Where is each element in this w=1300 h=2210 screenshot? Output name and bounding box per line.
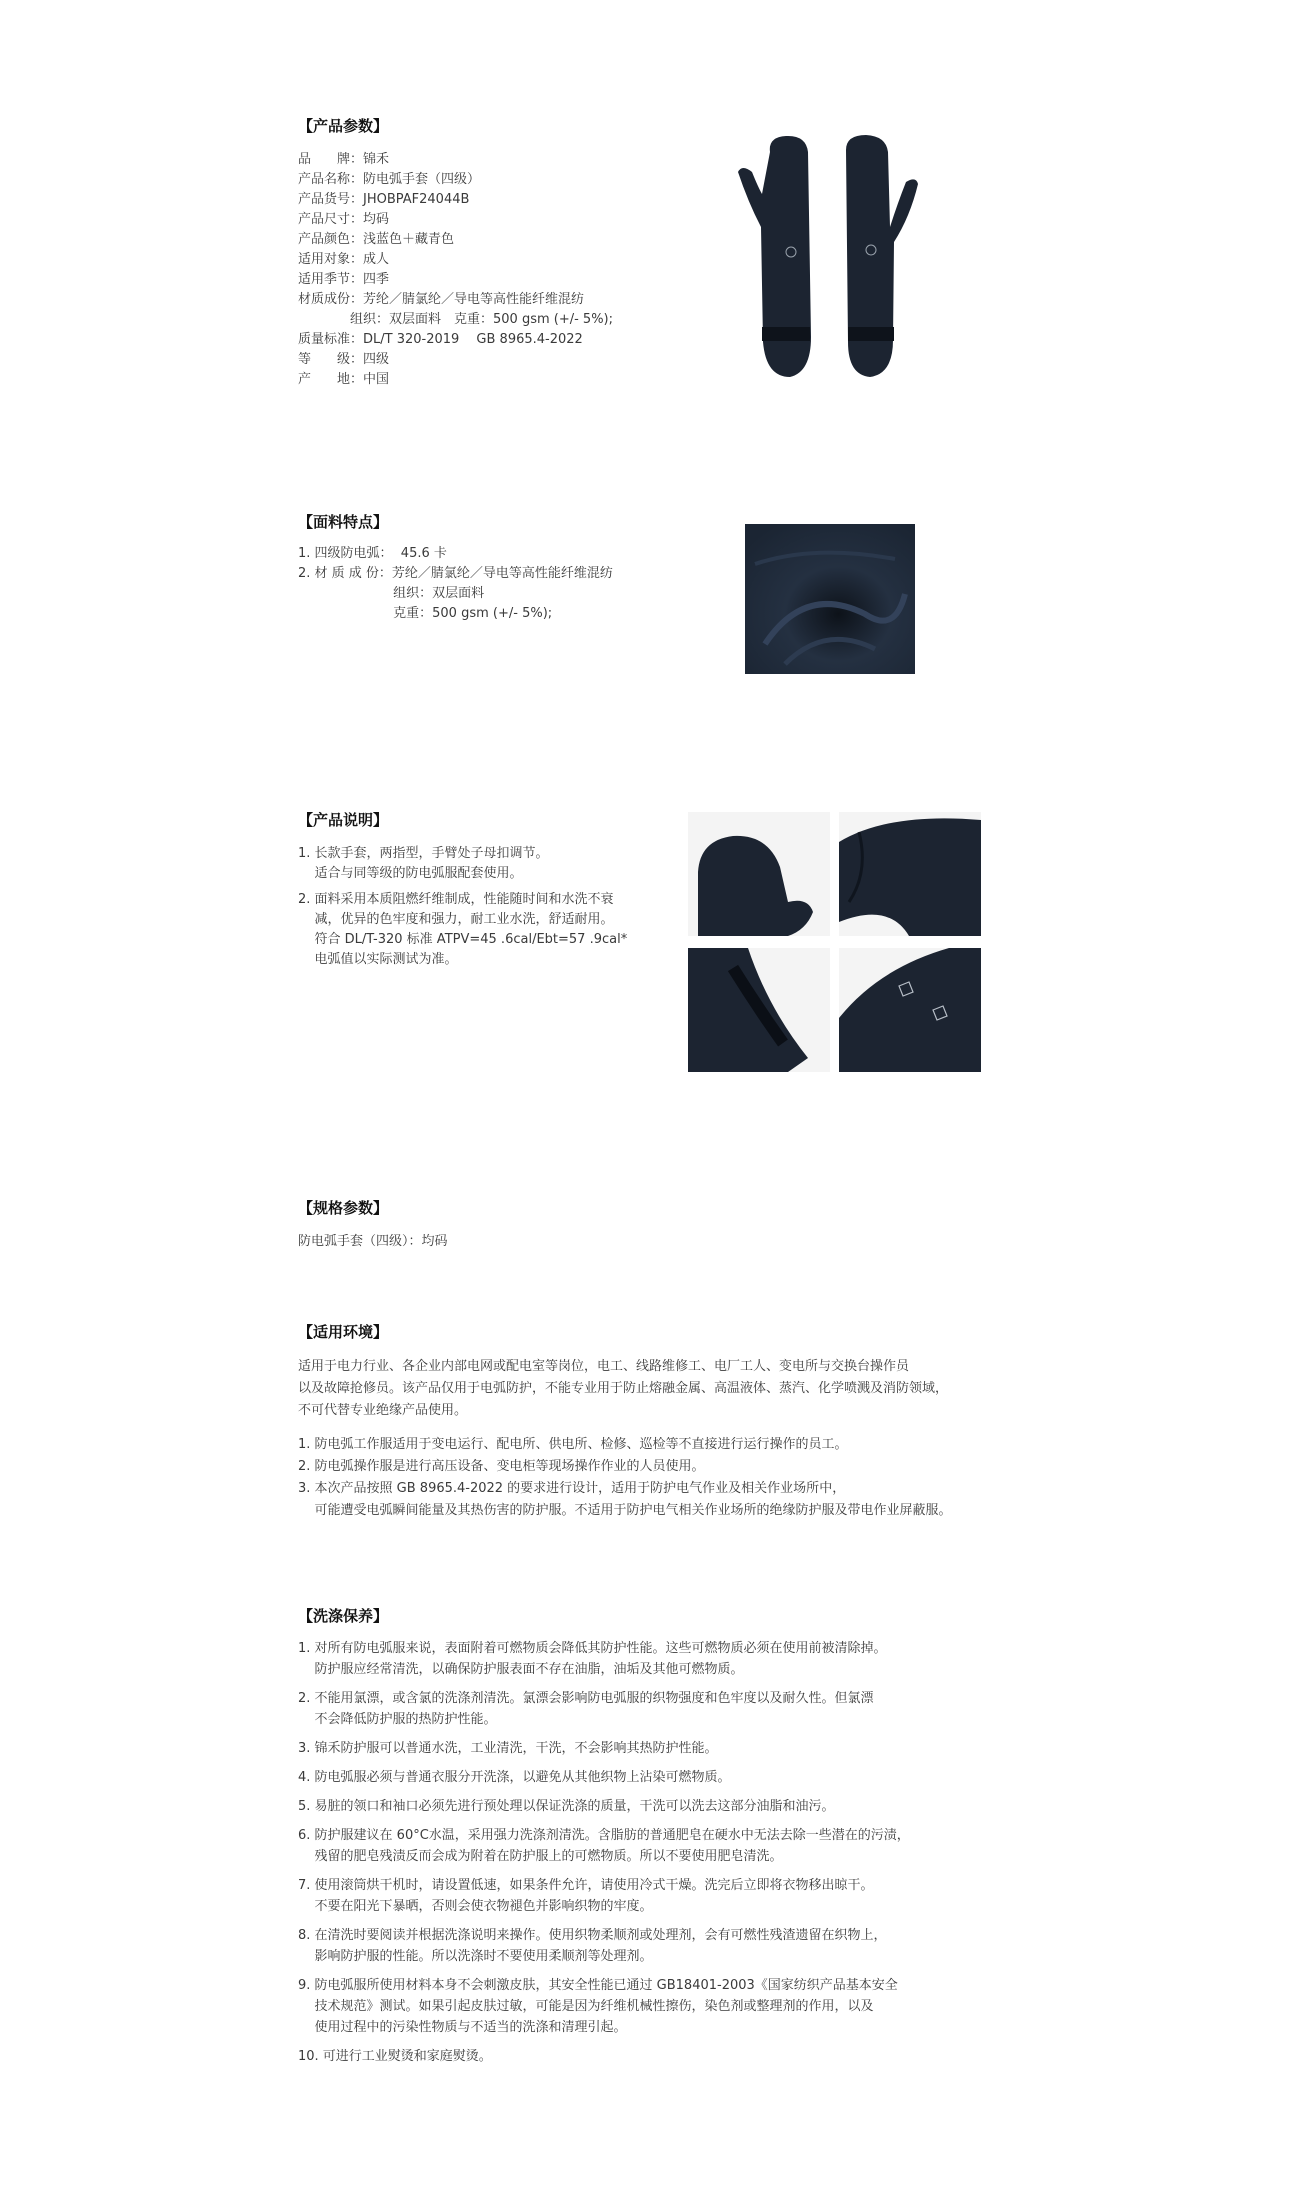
desc-line: 1. 长款手套，两指型，手臂处子母扣调节。 [298, 846, 549, 861]
param-standard: 质量标准：DL/T 320-2019 GB 8965.4-2022 [298, 332, 583, 347]
param-target: 适用对象：成人 [298, 252, 390, 267]
param-name: 产品名称：防电弧手套（四级） [298, 172, 481, 187]
env-intro-line: 以及故障抢修员。该产品仅用于电弧防护，不能专业用于防止熔融金属、高温液体、蒸汽、化学喷溅及消防领域， [298, 1381, 949, 1396]
desc-line: 适合与同等级的防电弧服配套使用。 [298, 866, 523, 881]
detail-photo-thumb [839, 812, 981, 936]
spec-size: 防电弧手套（四级）：均码 [298, 1234, 448, 1249]
param-sku: 产品货号：JHOBPAF24044B [298, 192, 470, 207]
washing-item-line: 8. 在清洗时要阅读并根据洗涤说明来操作。使用织物柔顺剂或处理剂，会有可燃性残渣遗留在织物上， [298, 1928, 887, 1943]
washing-item [298, 1767, 910, 1788]
fabric-swatch-image [745, 524, 915, 674]
fabric-arc-rating: 1. 四级防电弧： 45.6 卡 [298, 546, 447, 561]
desc-line: 符合 DL/T-320 标准 ATPV=45 .6cal/Ebt=57 .9cal* [298, 932, 628, 947]
section-fabric [298, 512, 613, 624]
washing-item-line: 4. 防电弧服必须与普通衣服分开洗涤，以避免从其他织物上沾染可燃物质。 [298, 1770, 731, 1785]
detail-photo-mitten [688, 812, 830, 936]
param-material: 材质成份：芳纶／腈氯纶／导电等高性能纤维混纺 [298, 292, 585, 307]
section-title: 【洗涤保养】 [298, 1607, 389, 1625]
section-title: 【产品参数】 [298, 117, 389, 135]
param-origin: 产 地：中国 [298, 372, 390, 387]
washing-item [298, 1825, 910, 1867]
section-title: 【规格参数】 [298, 1199, 389, 1217]
detail-photo-logo [839, 948, 981, 1072]
desc-line: 减，优异的色牢度和强力，耐工业水洗，舒适耐用。 [298, 912, 614, 927]
washing-item-line: 5. 易脏的领口和袖口必须先进行预处理以保证洗涤的质量，干洗可以洗去这部分油脂和油污。 [298, 1799, 835, 1814]
washing-item-line: 影响防护服的性能。所以洗涤时不要使用柔顺剂等处理剂。 [298, 1949, 653, 1964]
washing-item-line: 不要在阳光下暴晒，否则会使衣物褪色并影响织物的牢度。 [298, 1899, 653, 1914]
env-item: 1. 防电弧工作服适用于变电运行、配电所、供电所、检修、巡检等不直接进行运行操作的员工。 [298, 1437, 848, 1452]
section-title: 【面料特点】 [298, 513, 389, 531]
param-brand: 品 牌：锦禾 [298, 152, 390, 167]
washing-item-line: 1. 对所有防电弧服来说，表面附着可燃物质会降低其防护性能。这些可燃物质必须在使用前被清除掉。 [298, 1641, 887, 1656]
detail-photo-strap [688, 948, 830, 1072]
desc-line: 2. 面料采用本质阻燃纤维制成，性能随时间和水洗不衰 [298, 892, 614, 907]
washing-item-line: 3. 锦禾防护服可以普通水洗，工业清洗，干洗，不会影响其热防护性能。 [298, 1741, 718, 1756]
washing-item [298, 1875, 910, 1917]
param-grade: 等 级：四级 [298, 352, 390, 367]
washing-item-line: 2. 不能用氯漂，或含氯的洗涤剂清洗。氯漂会影响防电弧服的织物强度和色牢度以及耐久性。但氯漂 [298, 1691, 874, 1706]
env-intro-line: 不可代替专业绝缘产品使用。 [298, 1403, 468, 1418]
washing-list [298, 1638, 910, 2067]
washing-item [298, 1925, 910, 1967]
param-size: 产品尺寸：均码 [298, 212, 390, 227]
param-structure: 组织：双层面料 克重：500 gsm (+/- 5%); [298, 312, 614, 327]
washing-item-line: 使用过程中的污染性物质与不适当的洗涤和清理引起。 [298, 2020, 627, 2035]
washing-item [298, 1796, 910, 1817]
washing-item [298, 2046, 910, 2067]
param-season: 适用季节：四季 [298, 272, 390, 287]
section-description [298, 810, 627, 970]
washing-item-line: 不会降低防护服的热防护性能。 [298, 1712, 497, 1727]
env-item: 3. 本次产品按照 GB 8965.4-2022 的要求进行设计，适用于防护电气作业及相关作业场所中， [298, 1481, 846, 1496]
desc-line: 电弧值以实际测试为准。 [298, 952, 458, 967]
env-intro-line: 适用于电力行业、各企业内部电网或配电室等岗位，电工、线路维修工、电厂工人、变电所与交换台操作员 [298, 1359, 910, 1374]
washing-item-line: 10. 可进行工业熨烫和家庭熨烫。 [298, 2049, 492, 2064]
washing-item-line: 残留的肥皂残渍反而会成为附着在防护服上的可燃物质。所以不要使用肥皂清洗。 [298, 1849, 783, 1864]
fabric-material: 2. 材 质 成 份：芳纶／腈氯纶／导电等高性能纤维混纺 [298, 566, 613, 581]
washing-item [298, 1688, 910, 1730]
env-item: 2. 防电弧操作服是进行高压设备、变电柜等现场操作作业的人员使用。 [298, 1459, 705, 1474]
section-title: 【适用环境】 [298, 1323, 389, 1341]
param-color: 产品颜色：浅蓝色＋藏青色 [298, 232, 455, 247]
washing-item [298, 1638, 910, 1680]
washing-item-line: 防护服应经常清洗，以确保防护服表面不存在油脂，油垢及其他可燃物质。 [298, 1662, 744, 1677]
washing-item [298, 1738, 910, 1759]
washing-item-line: 6. 防护服建议在 60°C水温，采用强力洗涤剂清洗。含脂肪的普通肥皂在硬水中无法去除一些潜在的污渍， [298, 1828, 910, 1843]
section-washing [298, 1606, 910, 2075]
section-environment [298, 1322, 952, 1522]
washing-item-line: 9. 防电弧服所使用材料本身不会刺激皮肤，其安全性能已通过 GB18401-2003《国家纺织产品基本安全 [298, 1978, 898, 1993]
washing-item-line: 7. 使用滚筒烘干机时，请设置低速，如果条件允许，请使用冷式干燥。洗完后立即将衣物移出晾干。 [298, 1878, 874, 1893]
section-spec [298, 1198, 448, 1252]
washing-item [298, 1975, 910, 2038]
gloves-product-image [728, 132, 928, 382]
fabric-structure: 组织：双层面料 [298, 586, 485, 601]
fabric-weight: 克重：500 gsm (+/- 5%); [298, 606, 553, 621]
env-item: 可能遭受电弧瞬间能量及其热伤害的防护服。不适用于防护电气相关作业场所的绝缘防护服及带电作业屏蔽服。 [298, 1503, 952, 1518]
washing-item-line: 技术规范》测试。如果引起皮肤过敏，可能是因为纤维机械性擦伤，染色剂或整理剂的作用，以及 [298, 1999, 874, 2014]
section-title: 【产品说明】 [298, 811, 389, 829]
section-params [298, 116, 613, 390]
